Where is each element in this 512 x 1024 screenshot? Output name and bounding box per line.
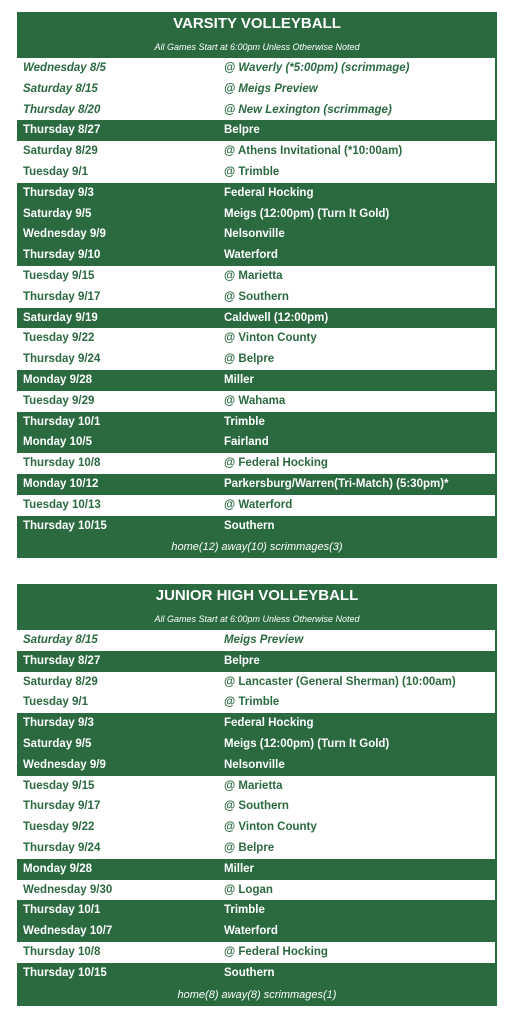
game-date: Thursday 10/8 xyxy=(23,457,101,470)
game-row xyxy=(17,921,497,942)
junior-high-schedule-panel xyxy=(17,584,497,1006)
game-row xyxy=(17,796,495,817)
game-date: Thursday 10/8 xyxy=(23,945,101,958)
game-row xyxy=(17,349,495,370)
game-opponent: Caldwell (12:00pm) xyxy=(224,311,329,324)
game-opponent: @ Logan xyxy=(224,883,273,896)
game-opponent: @ Vinton County xyxy=(224,332,317,345)
game-date: Monday 9/28 xyxy=(23,862,93,875)
game-date: Saturday 9/19 xyxy=(23,311,98,324)
game-opponent: @ Belpre xyxy=(224,841,275,854)
game-date: Saturday 8/15 xyxy=(23,634,98,646)
game-opponent: Waterford xyxy=(224,925,278,938)
game-opponent: Meigs (12:00pm) (Turn It Gold) xyxy=(224,737,390,750)
game-opponent: Nelsonville xyxy=(224,758,285,771)
game-opponent: Belpre xyxy=(224,124,260,137)
game-opponent: Meigs Preview xyxy=(224,634,304,646)
game-date: Tuesday 9/15 xyxy=(23,779,95,792)
game-opponent: Fairland xyxy=(224,436,269,449)
game-date: Thursday 9/3 xyxy=(23,186,94,199)
game-row xyxy=(17,287,495,308)
game-row xyxy=(17,100,495,121)
game-opponent: Trimble xyxy=(224,904,265,917)
game-date: Tuesday 9/1 xyxy=(23,696,88,709)
game-opponent: @ Vinton County xyxy=(224,821,317,834)
game-opponent: @ Federal Hocking xyxy=(224,457,328,470)
game-opponent: Belpre xyxy=(224,654,260,667)
game-opponent: Miller xyxy=(224,862,255,875)
game-row xyxy=(17,734,497,755)
game-row xyxy=(17,713,497,734)
game-row xyxy=(17,859,497,880)
game-date: Thursday 8/27 xyxy=(23,124,101,137)
game-date: Tuesday 9/29 xyxy=(23,394,95,407)
game-row xyxy=(17,672,495,693)
game-row xyxy=(17,224,497,245)
game-row xyxy=(17,266,495,287)
game-row xyxy=(17,79,495,100)
game-opponent: @ Wahama xyxy=(224,394,286,407)
game-date: Wednesday 9/9 xyxy=(23,758,106,771)
game-opponent: @ Lancaster (General Sherman) (10:00am) xyxy=(224,675,456,688)
game-date: Thursday 9/3 xyxy=(23,717,94,730)
game-date: Thursday 10/15 xyxy=(23,519,107,532)
game-opponent: @ Marietta xyxy=(224,269,283,282)
game-row xyxy=(17,308,497,329)
game-row xyxy=(17,412,497,433)
game-date: Monday 10/5 xyxy=(23,436,93,449)
junior-high-title: JUNIOR HIGH VOLLEYBALL xyxy=(155,587,359,604)
game-row xyxy=(17,245,497,266)
junior-high-subtitle: All Games Start at 6:00pm Unless Otherwise Noted xyxy=(154,614,360,624)
game-opponent: @ Southern xyxy=(224,290,289,303)
game-row xyxy=(17,183,497,204)
game-date: Thursday 9/24 xyxy=(23,353,101,366)
game-row xyxy=(17,474,497,495)
game-row xyxy=(17,651,497,672)
game-row xyxy=(17,838,495,859)
game-date: Thursday 9/10 xyxy=(23,249,101,262)
game-opponent: @ Athens Invitational (*10:00am) xyxy=(224,145,403,158)
game-date: Tuesday 9/22 xyxy=(23,821,95,834)
game-date: Thursday 10/1 xyxy=(23,904,101,917)
game-opponent: Miller xyxy=(224,373,255,386)
game-date: Monday 10/12 xyxy=(23,477,99,490)
varsity-schedule-panel xyxy=(17,12,497,558)
game-date: Wednesday 9/9 xyxy=(23,228,106,241)
varsity-title: VARSITY VOLLEYBALL xyxy=(173,15,341,32)
game-date: Tuesday 9/1 xyxy=(23,165,88,178)
game-date: Wednesday 10/7 xyxy=(23,925,113,938)
game-opponent: @ New Lexington (scrimmage) xyxy=(224,103,392,116)
game-opponent: @ Belpre xyxy=(224,353,275,366)
game-row xyxy=(17,58,495,79)
varsity-subtitle: All Games Start at 6:00pm Unless Otherwise Noted xyxy=(154,42,360,52)
game-row xyxy=(17,391,495,412)
game-row xyxy=(17,900,497,921)
game-date: Tuesday 9/15 xyxy=(23,269,95,282)
game-date: Thursday 9/17 xyxy=(23,800,101,813)
game-opponent: Federal Hocking xyxy=(224,186,314,199)
game-date: Tuesday 9/22 xyxy=(23,332,95,345)
game-opponent: Southern xyxy=(224,966,275,979)
game-date: Thursday 9/24 xyxy=(23,841,101,854)
game-date: Thursday 10/15 xyxy=(23,966,107,979)
game-opponent: Parkersburg/Warren(Tri-Match) (5:30pm)* xyxy=(224,477,449,490)
game-date: Saturday 8/29 xyxy=(23,145,98,158)
game-opponent: @ Waterford xyxy=(224,498,293,511)
game-row xyxy=(17,755,497,776)
game-opponent: @ Waverly (*5:00pm) (scrimmage) xyxy=(224,62,410,74)
game-row xyxy=(17,630,495,651)
varsity-footer: home(12) away(10) scrimmages(3) xyxy=(171,541,343,554)
game-opponent: @ Meigs Preview xyxy=(224,82,318,95)
game-date: Wednesday 9/30 xyxy=(23,883,113,896)
game-date: Saturday 9/5 xyxy=(23,737,92,750)
game-row xyxy=(17,370,497,391)
game-opponent: @ Federal Hocking xyxy=(224,945,328,958)
game-opponent: @ Marietta xyxy=(224,779,283,792)
game-date: Thursday 8/27 xyxy=(23,654,101,667)
game-row xyxy=(17,162,495,183)
junior-high-games-list xyxy=(17,630,497,984)
game-date: Thursday 10/1 xyxy=(23,415,101,428)
game-date: Thursday 8/20 xyxy=(23,103,101,116)
game-date: Wednesday 8/5 xyxy=(23,62,106,74)
game-date: Tuesday 10/13 xyxy=(23,498,101,511)
game-opponent: Trimble xyxy=(224,415,265,428)
game-opponent: Southern xyxy=(224,519,275,532)
game-opponent: @ Trimble xyxy=(224,696,280,709)
game-row xyxy=(17,141,495,162)
game-row xyxy=(17,942,495,963)
game-opponent: Waterford xyxy=(224,249,278,262)
game-opponent: Meigs (12:00pm) (Turn It Gold) xyxy=(224,207,390,220)
game-row xyxy=(17,120,497,141)
game-row xyxy=(17,963,497,984)
game-row xyxy=(17,204,497,225)
game-row xyxy=(17,692,495,713)
junior-high-footer: home(8) away(8) scrimmages(1) xyxy=(177,988,337,1001)
game-opponent: @ Trimble xyxy=(224,165,280,178)
game-opponent: @ Southern xyxy=(224,800,289,813)
game-row xyxy=(17,432,497,453)
game-row xyxy=(17,495,495,516)
game-row xyxy=(17,776,495,797)
game-row xyxy=(17,328,495,349)
game-row xyxy=(17,516,497,537)
game-date: Saturday 8/15 xyxy=(23,82,98,95)
game-row xyxy=(17,453,495,474)
game-date: Thursday 9/17 xyxy=(23,290,101,303)
varsity-games-list xyxy=(17,58,497,536)
game-date: Saturday 8/29 xyxy=(23,675,98,688)
game-opponent: Nelsonville xyxy=(224,228,285,241)
game-date: Saturday 9/5 xyxy=(23,207,92,220)
game-opponent: Federal Hocking xyxy=(224,717,314,730)
game-row xyxy=(17,880,495,901)
game-date: Monday 9/28 xyxy=(23,373,93,386)
game-row xyxy=(17,817,495,838)
